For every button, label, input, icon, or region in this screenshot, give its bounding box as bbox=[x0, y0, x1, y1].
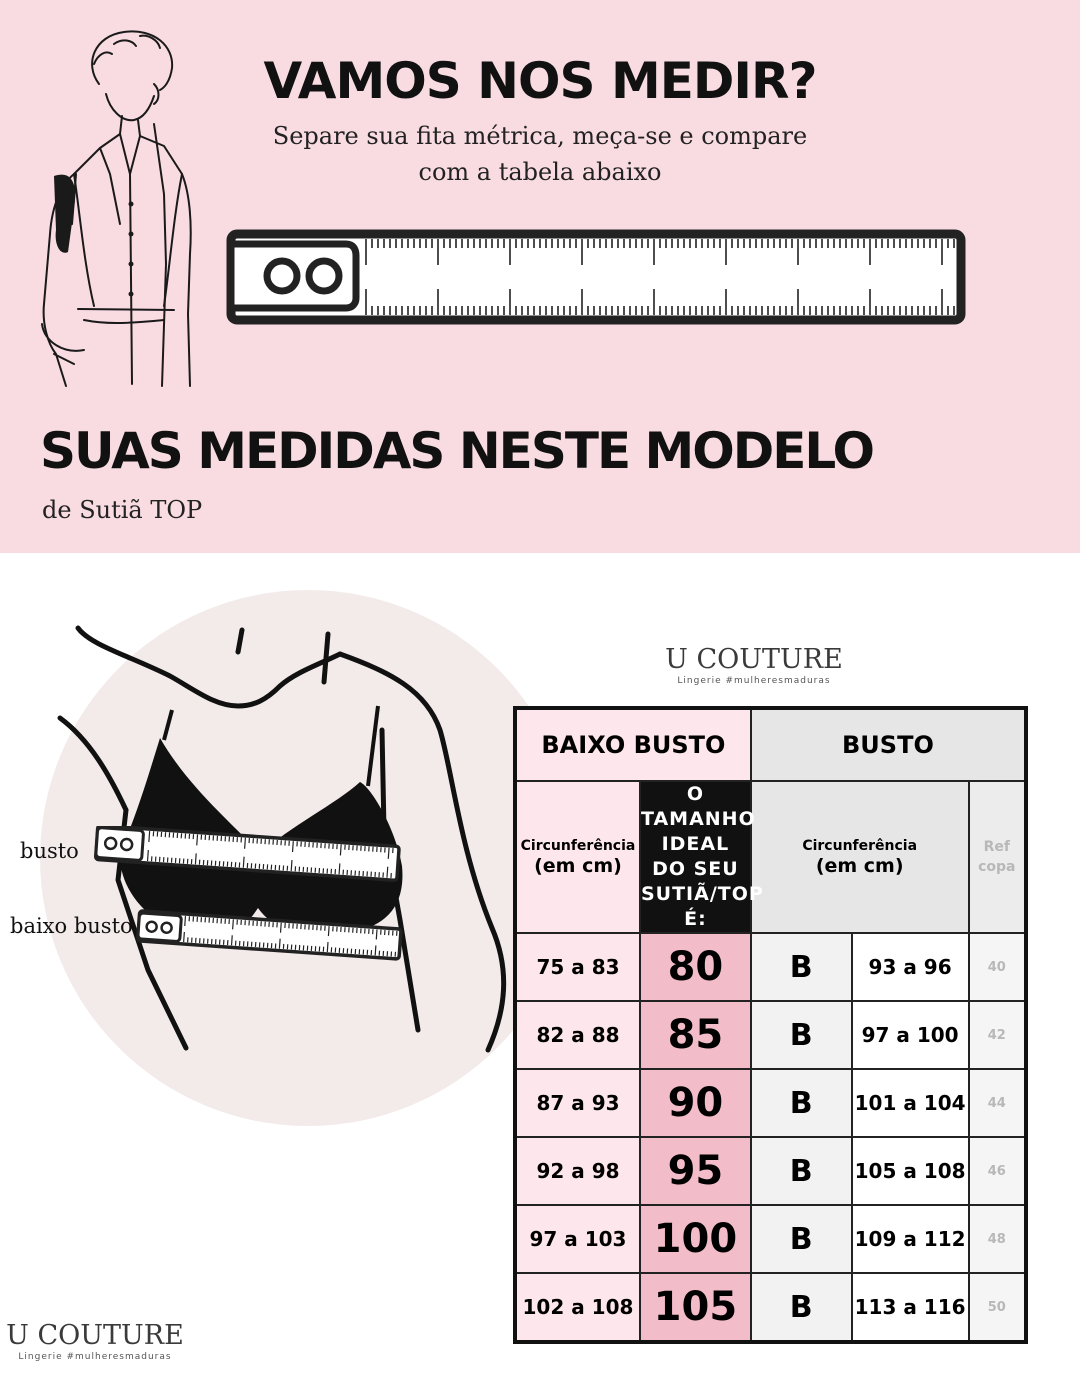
brand-logo-bottom bbox=[0, 1321, 190, 1363]
cell-ref-copa: 46 bbox=[969, 1137, 1026, 1205]
subtitle-line-1: Separe sua fita métrica, meça-se e compare bbox=[272, 122, 808, 150]
cell-baixo-busto: 92 a 98 bbox=[515, 1137, 640, 1205]
subheader-circ-baixo bbox=[515, 781, 640, 933]
cell-baixo-busto: 97 a 103 bbox=[515, 1205, 640, 1273]
table-subheader-row bbox=[515, 781, 1026, 933]
cell-size: 100 bbox=[640, 1205, 751, 1273]
cell-size: 80 bbox=[640, 933, 751, 1001]
circ-label: Circunferência bbox=[802, 838, 918, 854]
section-title: SUAS MEDIDAS NESTE MODELO bbox=[40, 422, 874, 480]
subheader-circ-busto bbox=[751, 781, 969, 933]
header-busto: BUSTO bbox=[751, 708, 1026, 781]
cell-baixo-busto: 87 a 93 bbox=[515, 1069, 640, 1137]
table-row bbox=[515, 1001, 1026, 1069]
cell-busto: 105 a 108 bbox=[852, 1137, 969, 1205]
brand-name: U COUTURE bbox=[6, 1320, 184, 1351]
table-row bbox=[515, 1069, 1026, 1137]
table-row bbox=[515, 933, 1026, 1001]
table-row bbox=[515, 1273, 1026, 1342]
ideal-line-3: SUTIÃ/TOP É: bbox=[640, 883, 764, 930]
circ-unit: (em cm) bbox=[534, 855, 622, 877]
cell-cup: B bbox=[751, 933, 852, 1001]
ref-line-2: copa bbox=[978, 859, 1016, 875]
cell-busto: 113 a 116 bbox=[852, 1273, 969, 1342]
table-header-row bbox=[515, 708, 1026, 781]
cell-baixo-busto: 102 a 108 bbox=[515, 1273, 640, 1342]
ref-line-1: Ref bbox=[983, 839, 1010, 855]
brand-tagline: Lingerie #mulheresmaduras bbox=[677, 676, 831, 686]
cell-ref-copa: 40 bbox=[969, 933, 1026, 1001]
cell-cup: B bbox=[751, 1137, 852, 1205]
cell-size: 95 bbox=[640, 1137, 751, 1205]
subheader-ref-copa bbox=[969, 781, 1026, 933]
cell-busto: 93 a 96 bbox=[852, 933, 969, 1001]
cell-cup: B bbox=[751, 1273, 852, 1342]
circ-label: Circunferência bbox=[520, 838, 636, 854]
table-row bbox=[515, 1137, 1026, 1205]
tape-measure-icon bbox=[226, 222, 966, 330]
subheader-ideal-size bbox=[640, 781, 764, 933]
page-subtitle bbox=[240, 118, 840, 190]
cell-busto: 97 a 100 bbox=[852, 1001, 969, 1069]
page-title: VAMOS NOS MEDIR? bbox=[263, 52, 817, 110]
label-baixo-busto: baixo busto bbox=[10, 914, 133, 938]
size-chart-table bbox=[513, 706, 1028, 1344]
cell-cup: B bbox=[751, 1069, 852, 1137]
circ-unit: (em cm) bbox=[815, 855, 904, 877]
cell-busto: 109 a 112 bbox=[852, 1205, 969, 1273]
ideal-line-2: IDEAL DO SEU bbox=[652, 833, 739, 880]
baixo-busto-tape bbox=[132, 908, 408, 972]
cell-ref-copa: 50 bbox=[969, 1273, 1026, 1342]
cell-baixo-busto: 75 a 83 bbox=[515, 933, 640, 1001]
section-subtitle: de Sutiã TOP bbox=[42, 496, 203, 524]
brand-logo-top bbox=[654, 645, 854, 687]
brand-tagline: Lingerie #mulheresmaduras bbox=[18, 1352, 172, 1362]
cell-size: 105 bbox=[640, 1273, 751, 1342]
table-body bbox=[515, 933, 1026, 1342]
cell-baixo-busto: 82 a 88 bbox=[515, 1001, 640, 1069]
header-baixo-busto: BAIXO BUSTO bbox=[515, 708, 751, 781]
ideal-line-1: O TAMANHO bbox=[640, 783, 756, 830]
cell-ref-copa: 42 bbox=[969, 1001, 1026, 1069]
cell-busto: 101 a 104 bbox=[852, 1069, 969, 1137]
woman-measuring-illustration bbox=[14, 24, 214, 394]
table-row bbox=[515, 1205, 1026, 1273]
cell-ref-copa: 44 bbox=[969, 1069, 1026, 1137]
cell-cup: B bbox=[751, 1205, 852, 1273]
brand-name: U COUTURE bbox=[665, 644, 843, 675]
cell-ref-copa: 48 bbox=[969, 1205, 1026, 1273]
cell-size: 90 bbox=[640, 1069, 751, 1137]
busto-tape bbox=[88, 826, 408, 890]
subtitle-line-2: com a tabela abaixo bbox=[418, 158, 662, 186]
cell-size: 85 bbox=[640, 1001, 751, 1069]
label-busto: busto bbox=[20, 839, 79, 863]
cell-cup: B bbox=[751, 1001, 852, 1069]
